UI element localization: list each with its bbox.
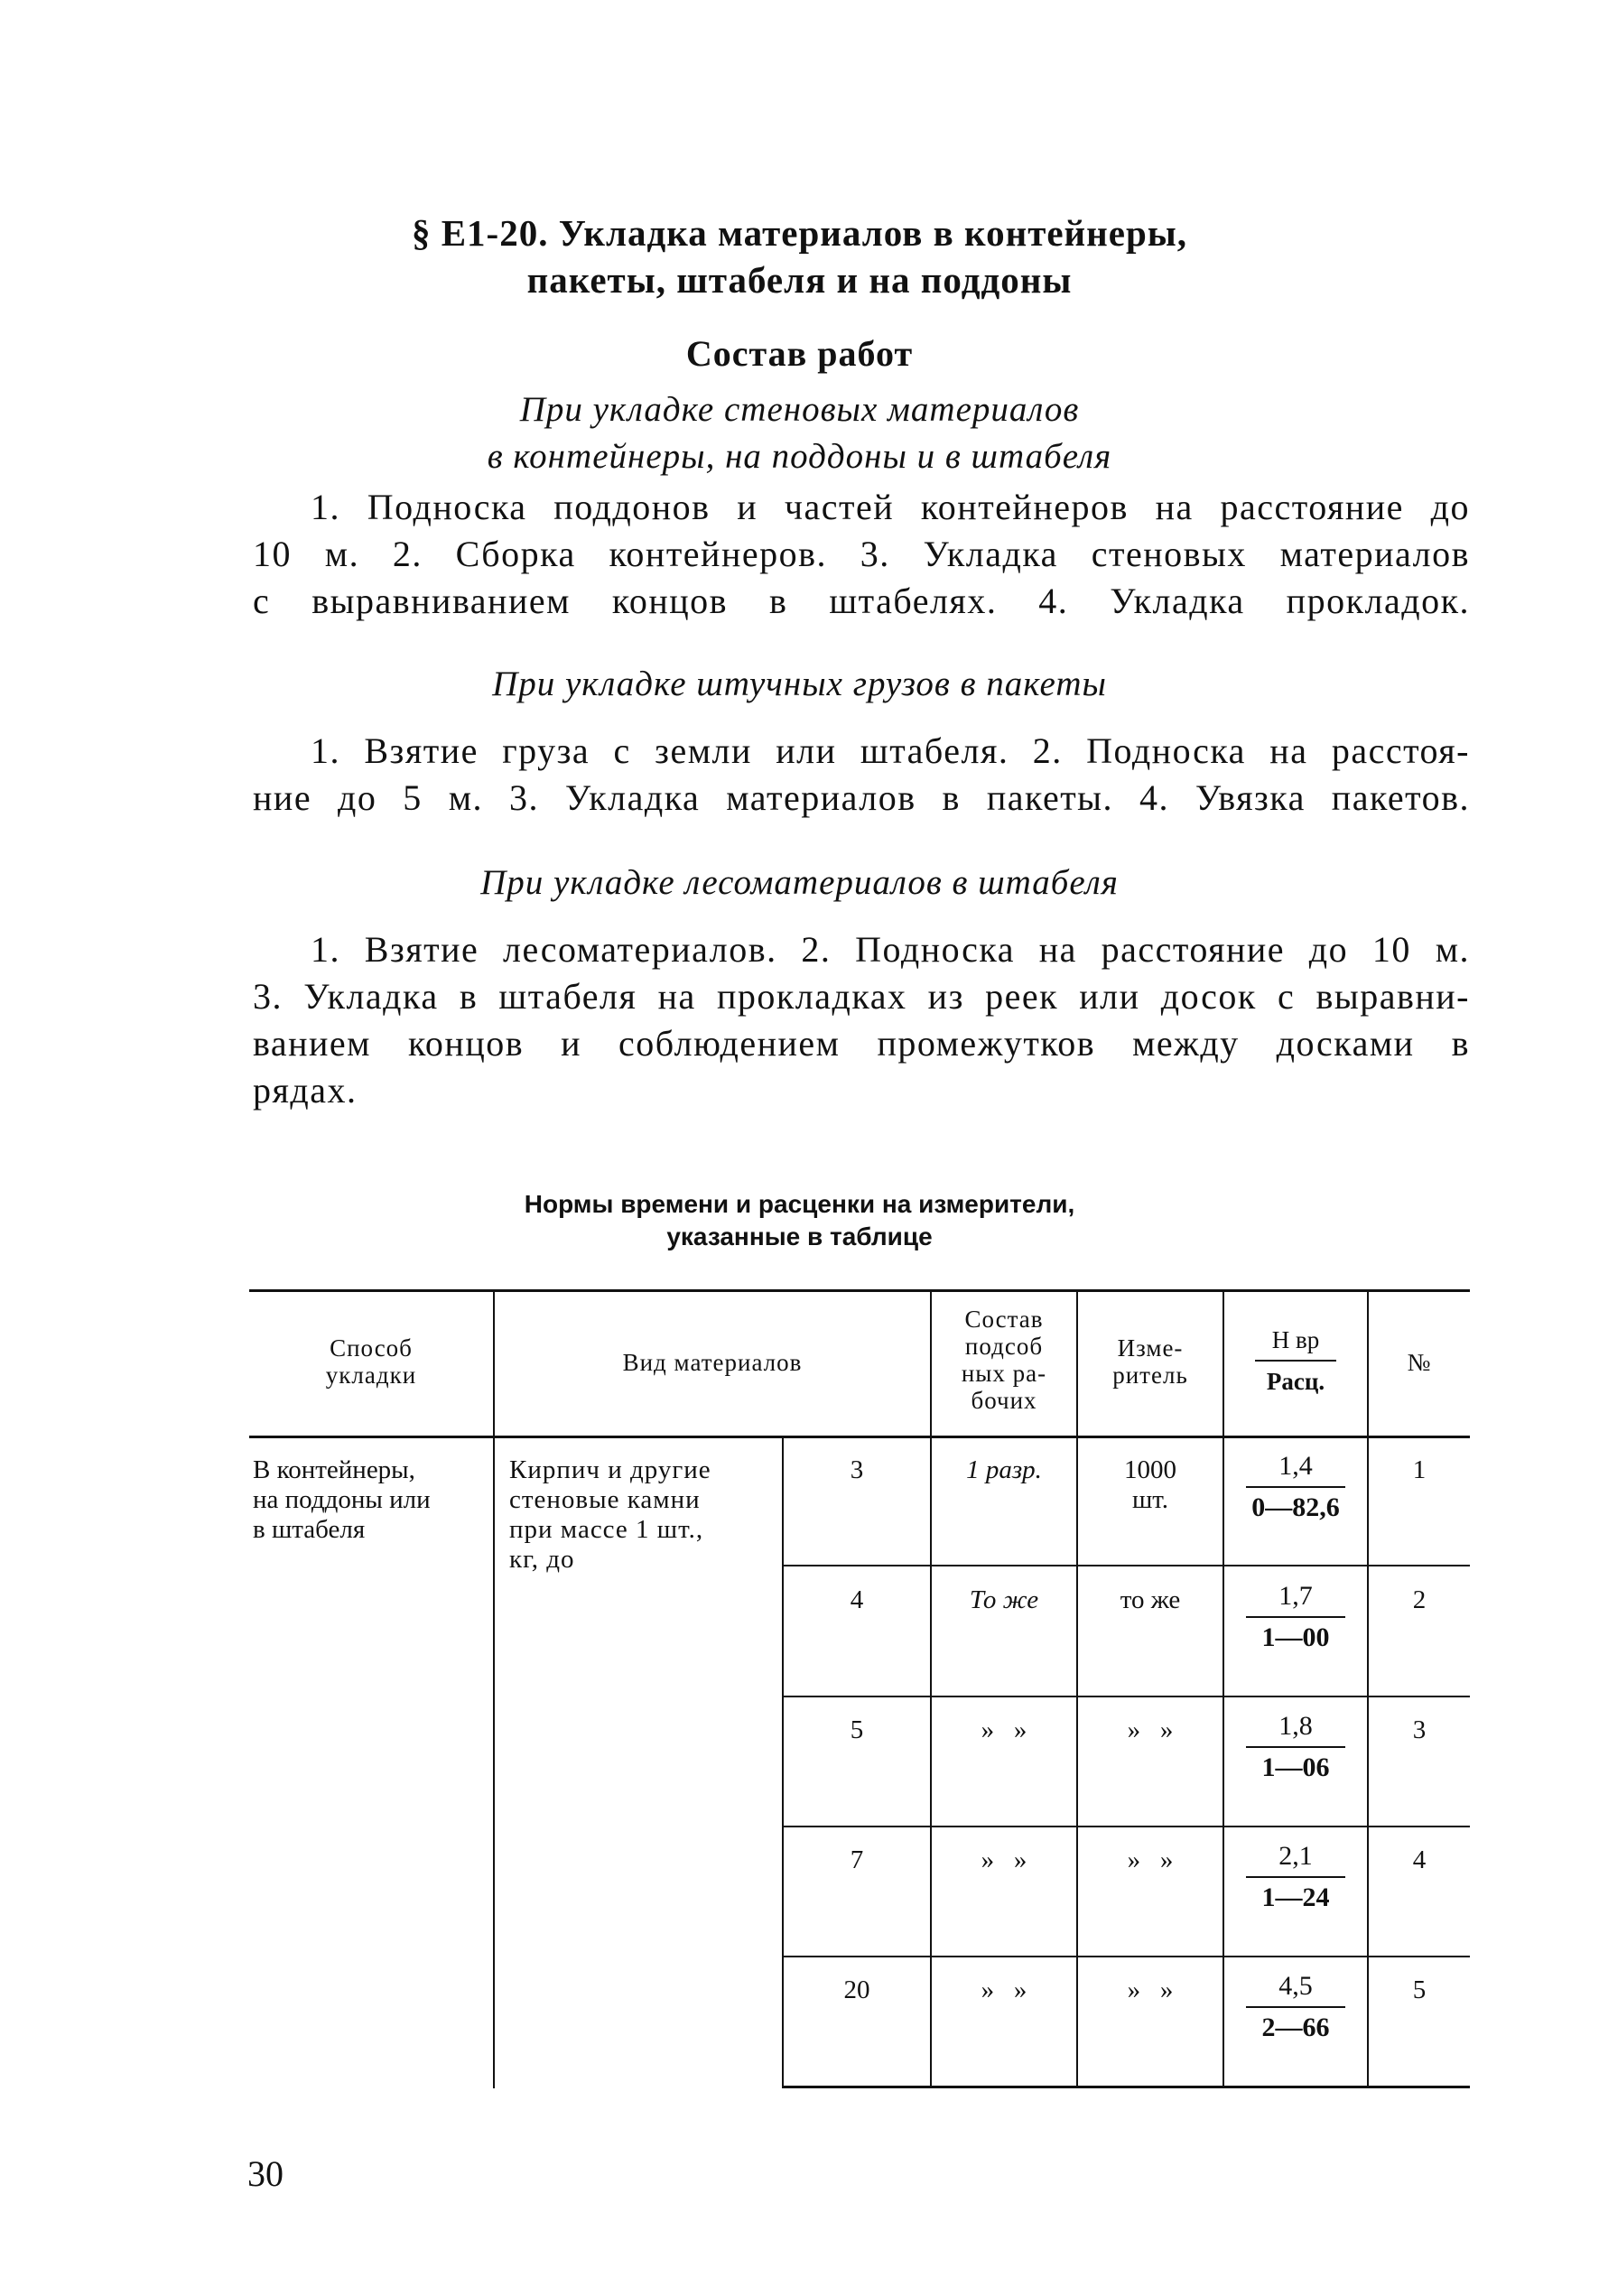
- fraction-bar: [1246, 1616, 1345, 1618]
- norm-rate-cell: [1224, 1448, 1367, 1524]
- paragraph-timber: [253, 926, 1470, 1114]
- paragraph-line: 1. Подноска поддонов и частей контейнеров на расстояние до: [311, 487, 1470, 527]
- section-title-line1: § Е1-20. Укладка материалов в контейнеры,: [411, 212, 1188, 254]
- table-caption-line2: указанные в таблице: [666, 1222, 933, 1250]
- paragraph-wall-materials: [253, 484, 1470, 625]
- mass-cell: 7: [850, 1845, 864, 1874]
- norm-time-value: 1,7: [1278, 1581, 1313, 1611]
- table-caption: [0, 1188, 1599, 1253]
- material-line: стеновые камни: [509, 1485, 701, 1514]
- mass-cell: 3: [850, 1455, 864, 1484]
- paragraph-line: ние до 5 м. 3. Укладка материалов в пакеты. 4. Увязка пакетов.: [253, 777, 1470, 818]
- subheading-line: При укладке стеновых материалов: [519, 390, 1080, 429]
- header-line: Изме-: [1117, 1334, 1184, 1362]
- norm-time-value: 1,8: [1278, 1711, 1313, 1741]
- header-line: Способ: [330, 1334, 413, 1362]
- table-top-rule: [249, 1289, 1470, 1292]
- composition-heading: Состав работ: [685, 333, 914, 374]
- column-rule: [493, 1289, 495, 2088]
- crew-cell: То же: [969, 1585, 1039, 1614]
- fraction-bar: [1246, 2006, 1345, 2008]
- rate-value: 2—66: [1261, 2012, 1330, 2042]
- header-line: укладки: [325, 1362, 417, 1389]
- rate-value: 1—24: [1261, 1882, 1330, 1912]
- method-line: В контейнеры,: [253, 1455, 415, 1484]
- crew-cell: 1 разр.: [966, 1455, 1042, 1484]
- norm-rate-cell: [1224, 1578, 1367, 1654]
- method-cell: [253, 1455, 493, 1545]
- header-material: Вид материалов: [622, 1349, 803, 1376]
- paragraph-line: ванием концов и соблюдением промежутков между досками в: [253, 1023, 1470, 1064]
- material-line: кг, до: [509, 1545, 575, 1574]
- unit-cell: » »: [1127, 1715, 1174, 1744]
- header-line: ных ра-: [961, 1360, 1047, 1387]
- mass-cell: 20: [843, 1975, 870, 2004]
- material-line: Кирпич и другие: [509, 1455, 711, 1484]
- norm-time-value: 2,1: [1278, 1841, 1313, 1871]
- header-line: подсоб: [964, 1333, 1044, 1360]
- subheading-timber: При укладке лесоматериалов в штабеля: [480, 863, 1119, 902]
- paragraph-line: 1. Взятие лесоматериалов. 2. Подноска на расстояние до 10 м.: [311, 929, 1470, 970]
- unit-line: 1000: [1124, 1455, 1176, 1484]
- unit-cell: то же: [1120, 1585, 1181, 1614]
- material-cell: [509, 1455, 780, 1575]
- header-rate: Расц.: [1266, 1368, 1325, 1395]
- paragraph-line: 3. Укладка в штабеля на прокладках из реек или досок с выравни-: [253, 976, 1470, 1017]
- column-rule: [1076, 1289, 1078, 2088]
- fraction-bar: [1246, 1486, 1345, 1488]
- norm-time-value: 1,4: [1278, 1451, 1313, 1481]
- paragraph-line: 10 м. 2. Сборка контейнеров. 3. Укладка стеновых материалов: [253, 534, 1470, 574]
- crew-cell: » »: [981, 1715, 1027, 1744]
- subheading-wall-materials: [0, 386, 1599, 480]
- subheading-line: в контейнеры, на поддоны и в штабеля: [487, 437, 1112, 476]
- header-line: ритель: [1112, 1362, 1188, 1389]
- row-number: 4: [1412, 1845, 1427, 1874]
- rate-value: 1—00: [1261, 1622, 1330, 1652]
- paragraph-line: рядах.: [253, 1070, 358, 1111]
- norm-time-value: 4,5: [1278, 1971, 1313, 2001]
- header-line: Состав: [964, 1306, 1044, 1333]
- row-number: 3: [1412, 1715, 1427, 1744]
- mass-cell: 5: [850, 1715, 864, 1744]
- fraction-bar: [1246, 1746, 1345, 1748]
- fraction-bar: [1246, 1876, 1345, 1878]
- subheading-piece-cargo: При укладке штучных грузов в пакеты: [492, 665, 1107, 703]
- header-line: бочих: [971, 1387, 1037, 1414]
- header-number: №: [1407, 1349, 1432, 1376]
- header-norm-time: Н вр: [1271, 1326, 1320, 1353]
- material-line: при массе 1 шт.,: [509, 1515, 704, 1544]
- row-number: 2: [1412, 1585, 1427, 1614]
- header-method: [249, 1334, 493, 1389]
- page-number: 30: [247, 2153, 284, 2194]
- row-number: 1: [1412, 1455, 1427, 1484]
- table-caption-line1: Нормы времени и расценки на измерители,: [524, 1190, 1075, 1218]
- unit-cell: » »: [1127, 1845, 1174, 1874]
- norm-rate-cell: [1224, 1708, 1367, 1784]
- section-title: [0, 209, 1599, 303]
- rate-value: 0—82,6: [1251, 1492, 1340, 1522]
- header-crew: [932, 1306, 1076, 1414]
- rate-value: 1—06: [1261, 1752, 1330, 1782]
- mass-cell: 4: [850, 1585, 864, 1614]
- paragraph-piece-cargo: [253, 728, 1470, 822]
- table-header-rule: [249, 1436, 1470, 1438]
- unit-cell: [1078, 1455, 1222, 1515]
- method-line: на поддоны или: [253, 1485, 431, 1514]
- crew-cell: » »: [981, 1845, 1027, 1874]
- row-number: 5: [1412, 1975, 1427, 2004]
- method-line: в штабеля: [253, 1515, 366, 1544]
- section-title-line2: пакеты, штабеля и на поддоны: [526, 259, 1073, 301]
- crew-cell: » »: [981, 1975, 1027, 2004]
- unit-cell: » »: [1127, 1975, 1174, 2004]
- unit-line: шт.: [1131, 1485, 1169, 1514]
- norm-rate-cell: [1224, 1968, 1367, 2044]
- header-unit: [1078, 1334, 1222, 1389]
- paragraph-line: 1. Взятие груза с земли или штабеля. 2. Подноска на расстоя-: [311, 730, 1470, 771]
- fraction-bar: [1255, 1360, 1336, 1362]
- paragraph-line: с выравниванием концов в штабелях. 4. Укладка прокладок.: [253, 581, 1470, 621]
- norm-rate-cell: [1224, 1838, 1367, 1914]
- header-norm: [1224, 1322, 1367, 1398]
- column-rule: [1367, 1289, 1369, 2088]
